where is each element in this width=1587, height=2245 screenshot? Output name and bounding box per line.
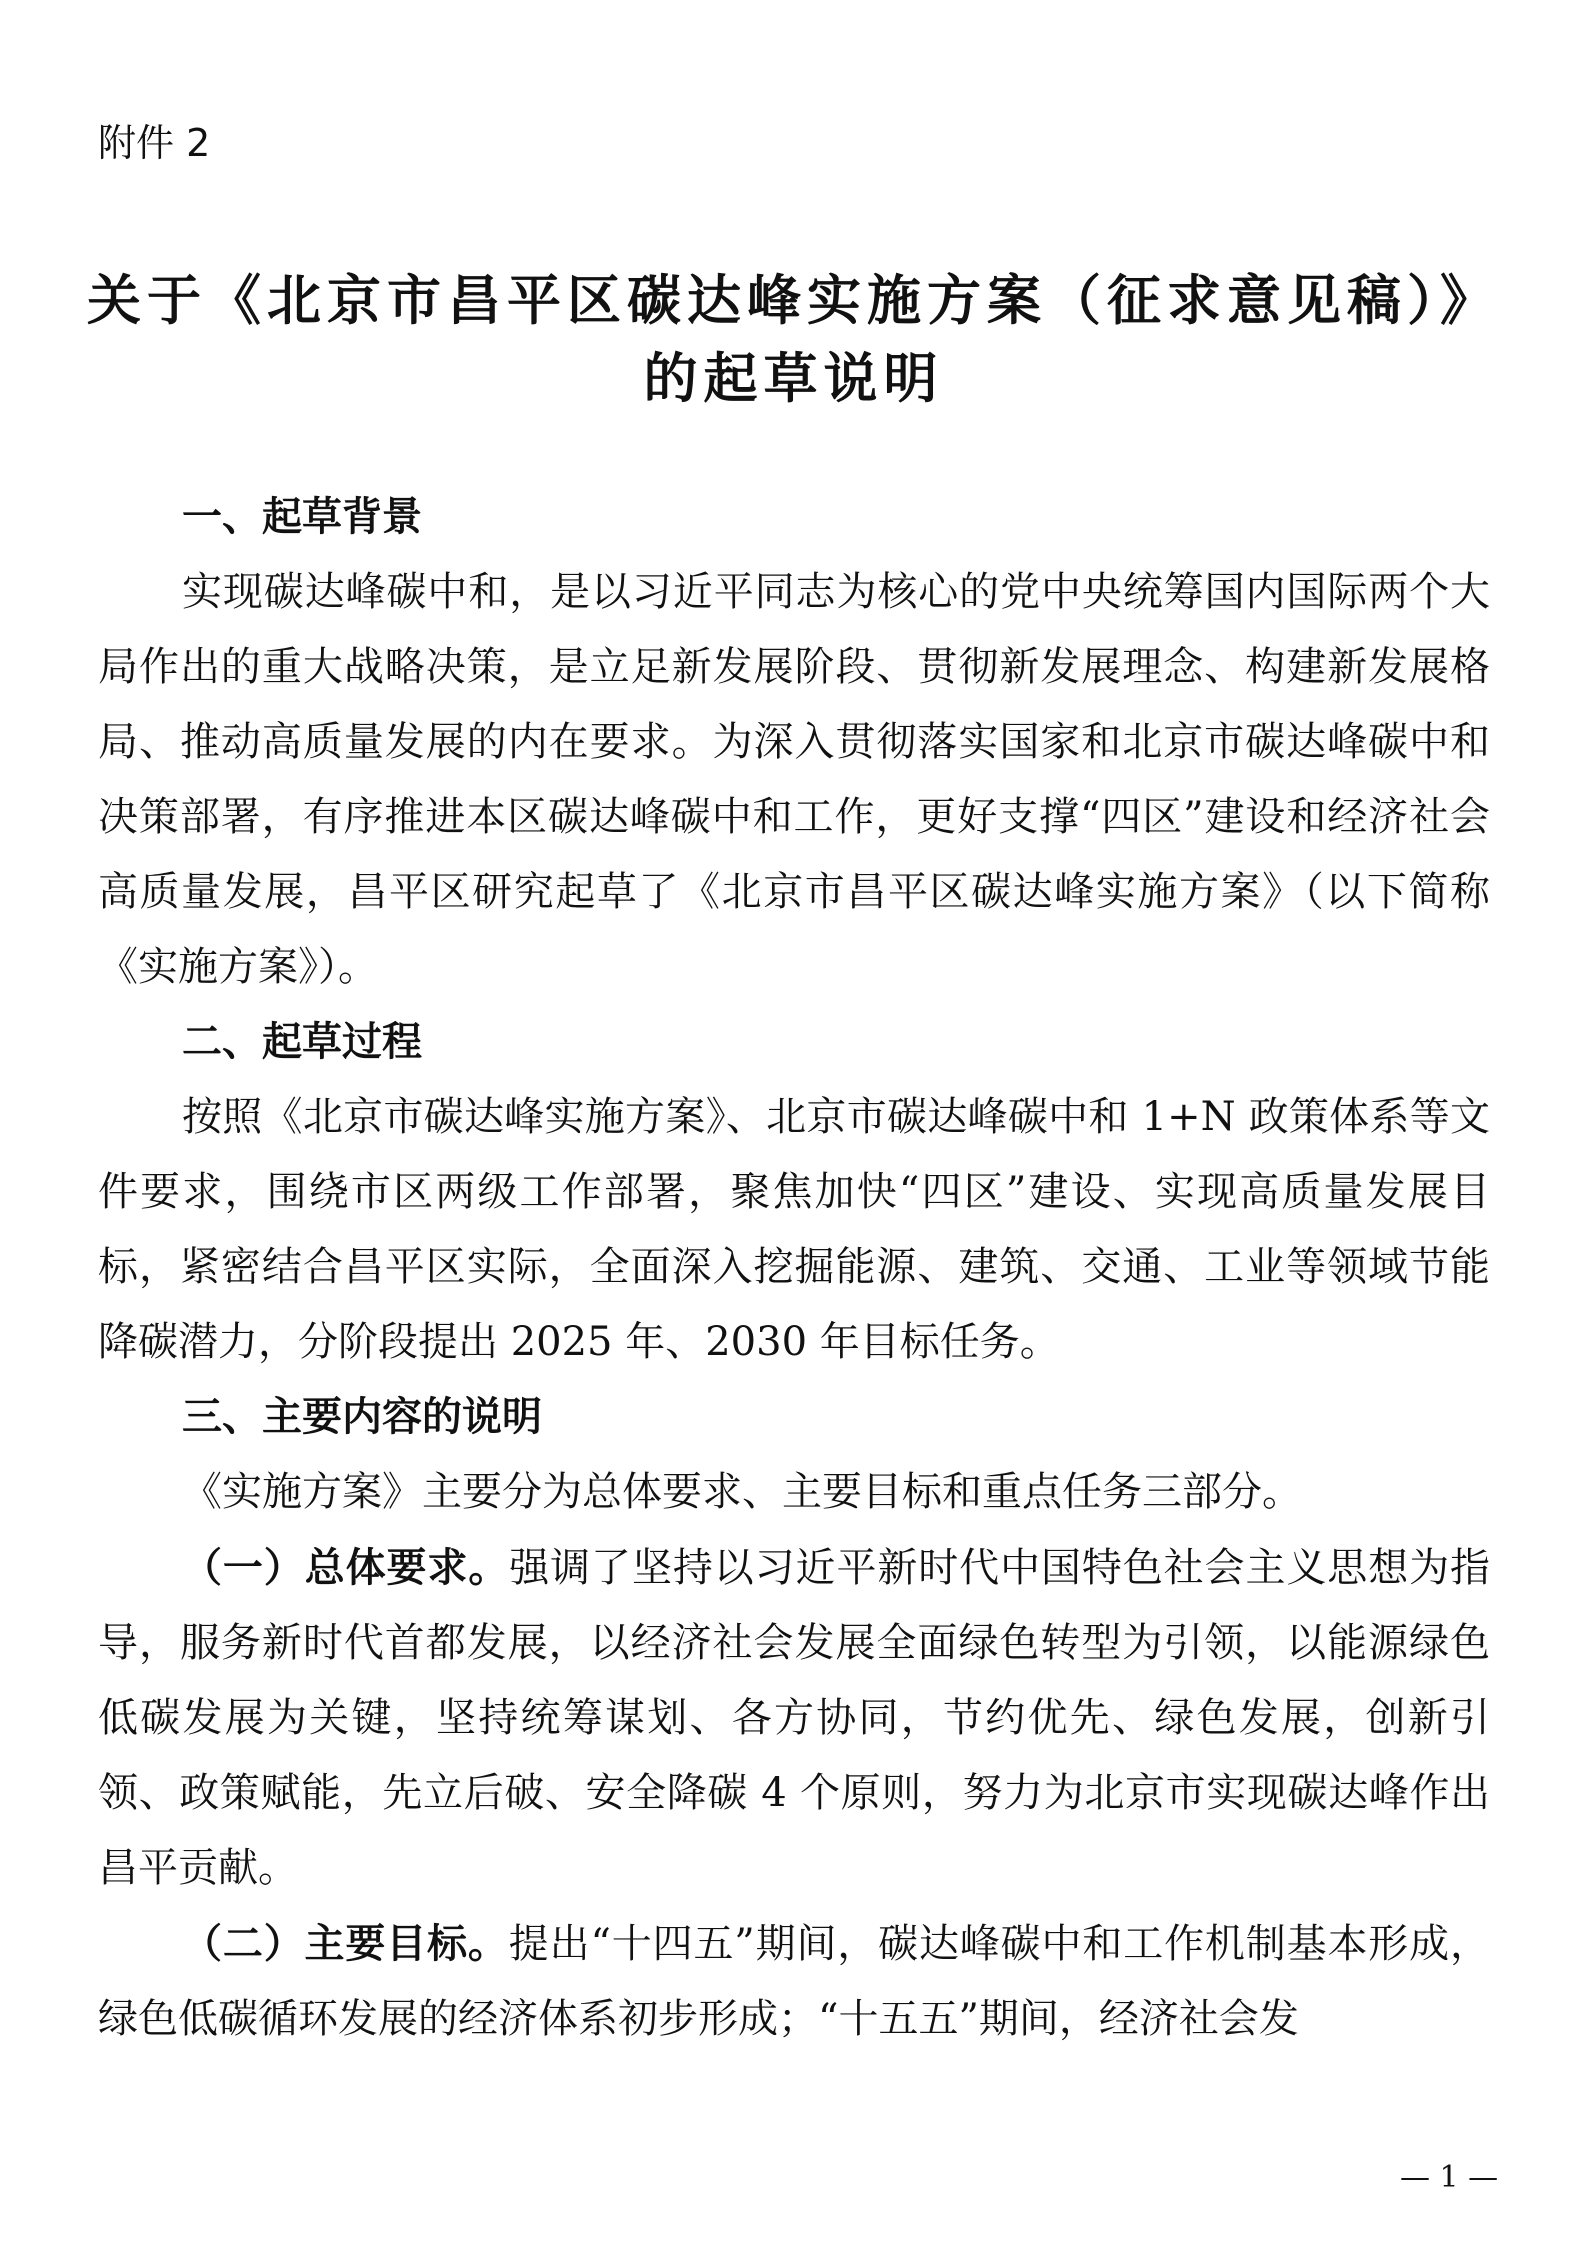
section3-item1 (98, 1530, 1490, 1906)
section3-intro: 《实施方案》主要分为总体要求、主要目标和重点任务三部分。 (182, 1469, 1302, 1515)
section3-item2 (98, 1906, 1490, 2057)
item1-text: 强调了坚持以习近平新时代中国特色社会主义思想为指导，服务新时代首都发展，以经济社会发展全面绿色转型为引领，以能源绿色低碳发展为关键，坚持统筹谋划、各方协同，节约优先、绿色发展，创新引领、政策赋能，先立后破、安全降碳 4 个原则，努力为北京市实现碳达峰作出昌平贡献。 (98, 1545, 1491, 1891)
section2-heading: 二、起草过程 (182, 1019, 422, 1065)
item2-text: 提出“十四五”期间，碳达峰碳中和工作机制基本形成，绿色低碳循环发展的经济体系初步形成；“十五五”期间，经济社会发 (98, 1921, 1490, 2042)
section2-paragraph: 按照《北京市碳达峰实施方案》、北京市碳达峰碳中和 1+N 政策体系等文件要求，围绕市区两级工作部署，聚焦加快“四区”建设、实现高质量发展目标，紧密结合昌平区实际，全面深入挖掘能源、建筑、交通、工业等领域节能降碳潜力，分阶段提出 2025 年、2030 年目标任务。 (98, 1094, 1490, 1365)
document-body (98, 480, 1490, 2057)
document-title-line1: 关于《北京市昌平区碳达峰实施方案（征求意见稿）》 (87, 268, 1500, 332)
document-title-line2: 的起草说明 (643, 346, 944, 410)
item1-lead: （一）总体要求。 (182, 1544, 510, 1591)
item2-lead: （二）主要目标。 (182, 1920, 509, 1967)
section3-heading: 三、主要内容的说明 (182, 1394, 542, 1440)
section1-heading: 一、起草背景 (182, 494, 422, 540)
attachment-label: 附件 2 (98, 121, 211, 165)
page-number: — 1 — (1400, 2160, 1499, 2195)
section1-paragraph: 实现碳达峰碳中和，是以习近平同志为核心的党中央统筹国内国际两个大局作出的重大战略决策，是立足新发展阶段、贯彻新发展理念、构建新发展格局、推动高质量发展的内在要求。为深入贯彻落实国家和北京市碳达峰碳中和决策部署，有序推进本区碳达峰碳中和工作，更好支撑“四区”建设和经济社会高质量发展，昌平区研究起草了《北京市昌平区碳达峰实施方案》（以下简称《实施方案》）。 (98, 569, 1490, 990)
